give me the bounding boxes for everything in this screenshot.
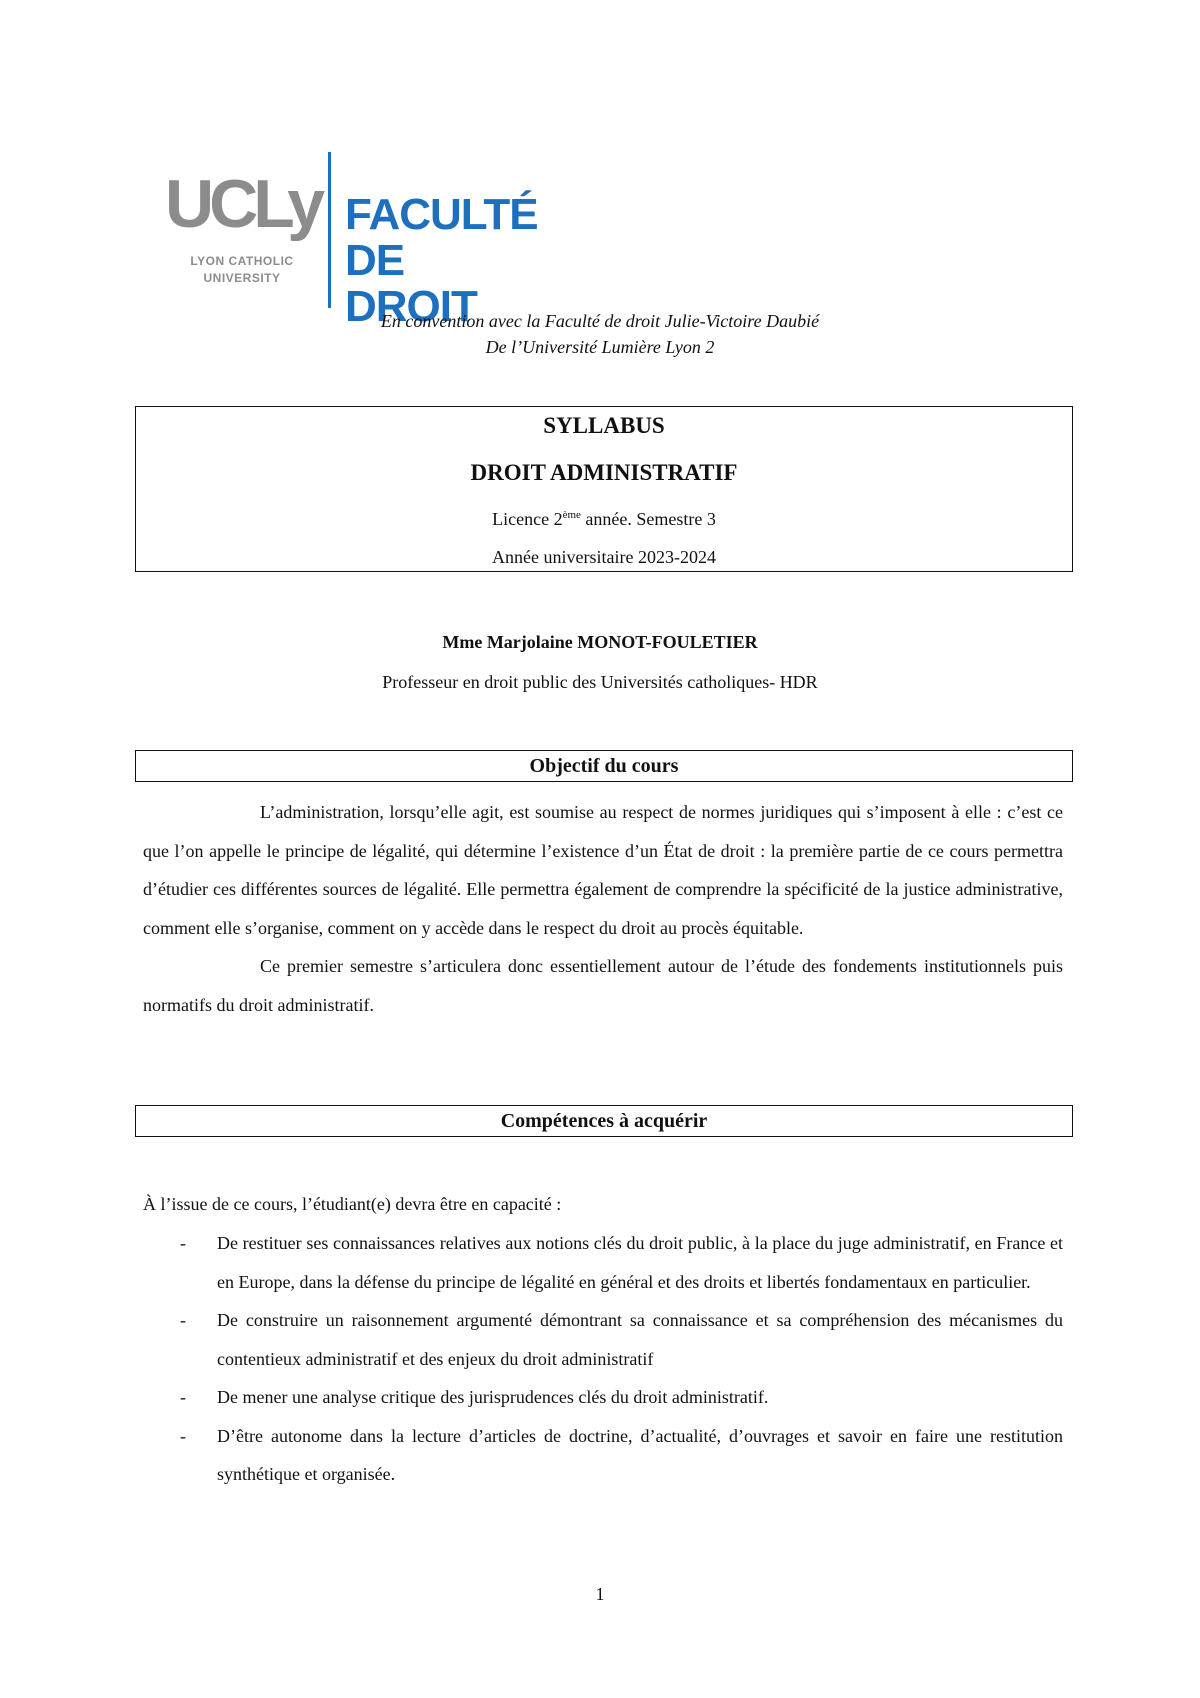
author-name: Mme Marjolaine MONOT-FOULETIER [442, 632, 758, 652]
course-level [136, 509, 1072, 530]
section-heading-objectif: Objectif du cours [135, 750, 1073, 782]
list-item-text: D’être autonome dans la lecture d’articles de doctrine, d’actualité, d’ouvrages et savoir en faire une restitution synthétique et organisée. [217, 1425, 1063, 1484]
logo-subtitle-line2: UNIVERSITY [203, 271, 281, 285]
level-prefix: Licence 2 [492, 509, 563, 529]
list-item [143, 1417, 1063, 1494]
competences-intro: À l’issue de ce cours, l’étudiant(e) devra être en capacité : [143, 1194, 562, 1214]
objectif-paragraph-1: L’administration, lorsqu’elle agit, est soumise au respect de normes juridiques qui s’imposent à elle : c’est ce que l’on appelle le principe de légalité, qui détermine l’existence d’un État de droit : la première partie de ce cours permettra d’étudier ces différentes sources de légalité. Elle permettra également de comprendre la spécificité de la justice administrative, comment elle s’organise, comment on y accède dans le respect du droit au procès équitable. [143, 802, 1063, 938]
document-title: SYLLABUS [543, 413, 665, 438]
list-bullet: - [180, 1310, 186, 1330]
list-item [143, 1378, 1063, 1417]
logo-subtitle-line1: LYON CATHOLIC [190, 254, 294, 268]
objectif-paragraph-2: Ce premier semestre s’articulera donc essentiellement autour de l’étude des fondements institutionnels puis normatifs du droit administratif. [143, 956, 1063, 1015]
list-bullet: - [180, 1425, 186, 1446]
section-heading-competences: Compétences à acquérir [135, 1105, 1073, 1137]
list-item [143, 1301, 1063, 1378]
logo-faculty-line1: FACULTÉ [345, 190, 538, 239]
logo-divider [328, 152, 331, 308]
objectif-text [143, 793, 1063, 1024]
convention-line2: De l’Université Lumière Lyon 2 [485, 337, 715, 357]
list-item-text: De mener une analyse critique des jurisprudences clés du droit administratif. [217, 1387, 769, 1407]
logo-wordmark: UCLy [165, 166, 321, 242]
level-superscript: ème [562, 509, 581, 521]
list-item-text: De restituer ses connaissances relatives aux notions clés du droit public, à la place du juge administratif, en France et en Europe, dans la défense du principe de légalité en général et des droits et libertés fondamentaux en particulier. [217, 1233, 1063, 1292]
title-box [135, 406, 1073, 572]
list-item-text: De construire un raisonnement argumenté démontrant sa connaissance et sa compréhension des mécanismes du contentieux administratif et des enjeux du droit administratif [217, 1310, 1063, 1369]
author-role: Professeur en droit public des Universités catholiques- HDR [382, 672, 818, 692]
competences-list [143, 1224, 1063, 1494]
level-suffix: année. Semestre 3 [580, 509, 716, 529]
list-bullet: - [180, 1387, 186, 1407]
faculty-logo [160, 150, 540, 331]
list-item [143, 1224, 1063, 1301]
list-bullet: - [180, 1233, 186, 1253]
course-subject: DROIT ADMINISTRATIF [470, 460, 738, 485]
page-number: 1 [595, 1584, 605, 1604]
academic-year: Année universitaire 2023-2024 [492, 547, 716, 567]
logo-faculty-line2: DE DROIT [345, 236, 477, 331]
convention-line1: En convention avec la Faculté de droit Julie-Victoire Daubié [380, 311, 820, 331]
